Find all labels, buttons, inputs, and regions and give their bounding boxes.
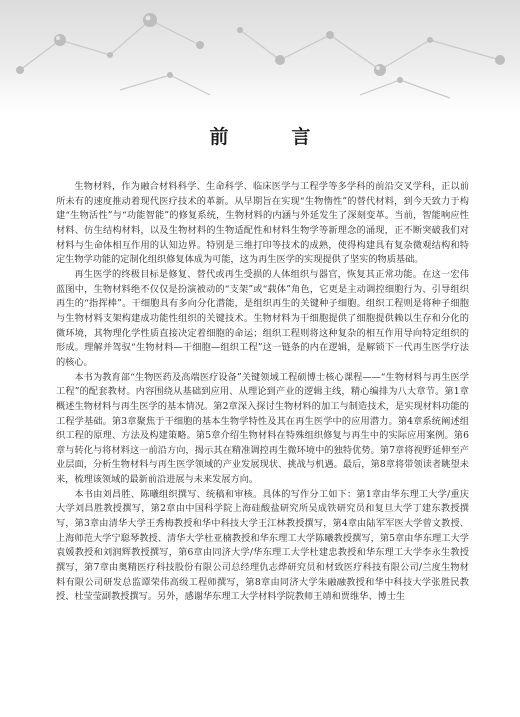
preface-body (56, 180, 469, 605)
header-banner (0, 0, 520, 112)
molecule-decoration-icon (0, 0, 520, 112)
paragraph-2: 再生医学的终极目标是修复、替代或再生受损的人体组织与器官，恢复其正常功能。在这一宏伟蓝图中，生物材料绝不仅仅是扮演被动的“支架”或“载体”角色，它更是主动调控细胞行为、引导组织再生的“指挥棒”。干细胞具有多向分化潜能，是组织再生的关键种子细胞。组织工程则是将种子细胞与生物材料支架构建成功能性组织的关键技术。生物材料为干细胞提供了细胞提供赖以生存和分化的微环境，其物理化学性质直接决定着细胞的命运；组织工程则将这种复杂的相互作用导向特定组织的形成。理解并驾驭“生物材料—干细胞—组织工程”这一链条的内在逻辑，是解锁下一代再生医学疗法的核心。 (56, 268, 469, 368)
page-title: 前 言 (209, 126, 333, 148)
paragraph-4: 本书由刘昌胜、陈曦组织撰写、统稿和审核。具体的写作分工如下：第1章由华东理工大学/重庆大学刘昌胜教授撰写，第2章由中国科学院上海硅酸盐研究所吴成铁研究员和复旦大学丁建东教授撰写，第3章由清华大学王秀梅教授和华中科技大学王江林教授撰写，第4章由陆军军医大学曾文教授、上海师范大学宁聪琴教授、清华大学杜亚楠教授和华东理工大学陈曦教授撰写，第5章由华东理工大学袁媛教授和刘润辉教授撰写，第6章由同济大学/华东理工大学杜建忠教授和华东理工大学李永生教授撰写，第7章由奥精医疗科技股份有限公司总经理仇志烨研究员和材致医疗科技有限公司/兰度生物材料有限公司研发总监谭荣伟高级工程师撰写，第8章由同济大学朱融融教授和华中科技大学张胜民教授、杜莹莹副教授撰写。另外，感谢华东理工大学材料学院教师王靖和贾维华、博士生 (56, 488, 469, 603)
paragraph-3: 本书为教育部“生物医药及高端医疗设备”关键领域工程硕博士核心课程——“生物材料与再生医学工程”的配套教材。内容围绕从基础到应用、从理论到产业的逻辑主线，精心编排为八大章节。第1章概述生物材料与再生医学的基本情况。第2章深入探讨生物材料的加工与制造技术，是实现材料功能的工程学基础。第3章聚焦于干细胞的基本生物学特性及其在再生医学中的应用潜力。第4章系统阐述组织工程的原理、方法及构建策略。第5章介绍生物材料在特殊组织修复与再生中的实际应用案例。第6章与转化与将材料这一前沿方向，揭示其在精准调控再生微环境中的独特优势。第7章将视野延伸至产业层面，分析生物材料与再生医学领域的产业发展现状、挑战与机遇。最后，第8章将带领读者眺望未来，梳理该领域的最新前沿进展与未来发展方向。 (56, 371, 469, 486)
paragraph-1: 生物材料，作为融合材料科学、生命科学、临床医学与工程学等多学科的前沿交叉学科，正以前所未有的速度推动着现代医疗技术的革新。从早期旨在实现“生物惰性”的替代材料，到今天致力于构建“生物活性”与“功能智能”的修复系统，生物材料的内涵与外延发生了深刻变革。当前，智能响应性材料、仿生结构材料，以及生物材料的生物适配性和材料生物学等新理念的涌现，正不断突破我们对材料与生命体相互作用的认知边界。特别是三维打印等技术的成熟，使得构建具有复杂微观结构和特定生物学功能的定制化组织修复体成为可能，这为再生医学的实现提供了坚实的物质基础。 (56, 181, 469, 266)
